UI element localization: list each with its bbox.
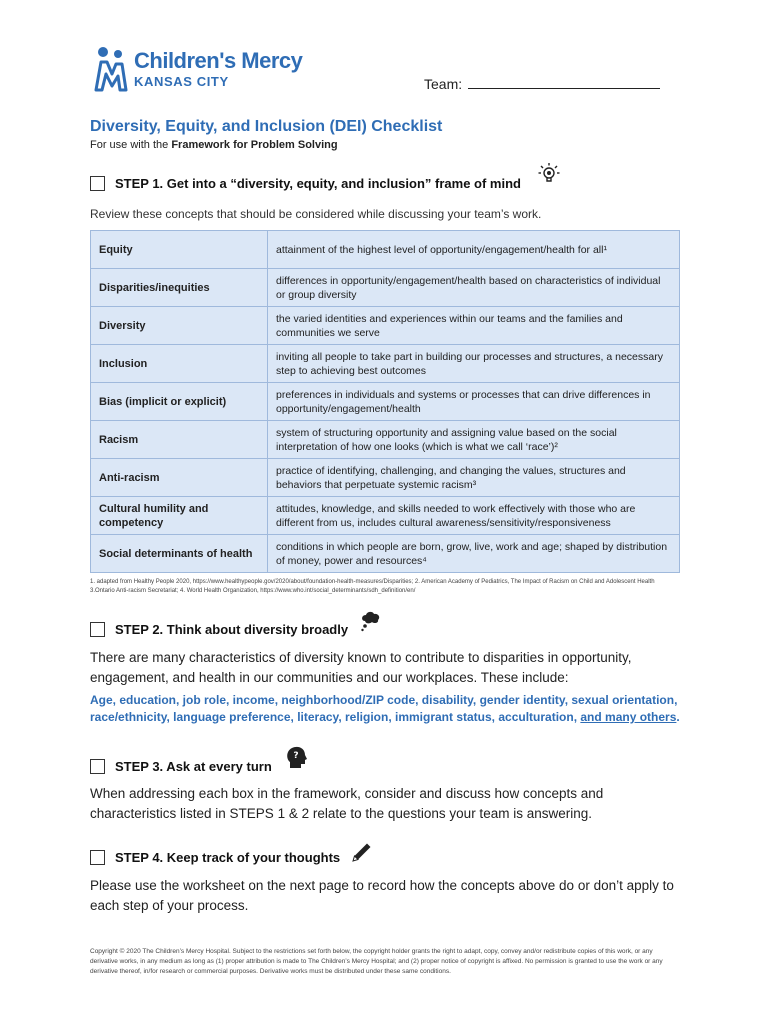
team-field[interactable]	[424, 76, 660, 92]
concept-term: Diversity	[91, 307, 268, 345]
logo	[90, 42, 303, 92]
step-1-intro: Review these concepts that should be considered while discussing your team’s work.	[90, 207, 542, 221]
children-logo-icon	[90, 44, 130, 92]
concept-row	[91, 231, 680, 269]
concept-term: Disparities/inequities	[91, 269, 268, 307]
step-2-heading	[90, 622, 348, 637]
concept-definition: differences in opportunity/engagement/health based on characteristics of individual or group diversity	[268, 269, 680, 307]
concept-row	[91, 383, 680, 421]
concepts-table	[90, 230, 680, 573]
concept-definition: attainment of the highest level of opportunity/engagement/health for all¹	[268, 231, 680, 269]
step-3-label: STEP 3. Ask at every turn	[115, 759, 272, 774]
characteristics-list: Age, education, job role, income, neighborhood/ZIP code, disability, gender identity, sexual orientation, race/ethnicity, language preference, literacy, religion, immigrant status, acculturation,	[90, 693, 678, 724]
concept-term: Inclusion	[91, 345, 268, 383]
concept-term: Social determinants of health	[91, 535, 268, 573]
step-1-heading	[90, 176, 521, 191]
concept-term: Bias (implicit or explicit)	[91, 383, 268, 421]
team-input-line[interactable]	[468, 76, 660, 89]
head-question-icon	[284, 745, 308, 769]
characteristics-period: .	[676, 710, 680, 724]
step-4-label: STEP 4. Keep track of your thoughts	[115, 850, 341, 865]
step-3-text: When addressing each box in the framework, consider and discuss how concepts and characteristics listed in STEPS 1 & 2 relate to the questions your team is answering.	[90, 786, 604, 821]
concept-term: Equity	[91, 231, 268, 269]
step-3-checkbox[interactable]	[90, 759, 105, 774]
page-subtitle	[90, 139, 338, 151]
subtitle-prefix: For use with the	[90, 139, 172, 151]
page-title: Diversity, Equity, and Inclusion (DEI) Checklist	[90, 118, 443, 135]
step-1-label: STEP 1. Get into a “diversity, equity, and inclusion” frame of mind	[115, 176, 521, 191]
concept-definition: conditions in which people are born, grow, live, work and age; shaped by distribution of money, power and resources⁴	[268, 535, 680, 573]
step-1-checkbox[interactable]	[90, 176, 105, 191]
concept-term: Anti-racism	[91, 459, 268, 497]
lightbulb-icon	[537, 162, 561, 186]
concept-row	[91, 421, 680, 459]
step-2-label: STEP 2. Think about diversity broadly	[115, 622, 349, 637]
step-4-checkbox[interactable]	[90, 850, 105, 865]
subtitle-framework: Framework for Problem Solving	[171, 139, 338, 151]
diversity-characteristics	[90, 692, 690, 726]
many-others-link[interactable]: and many others	[580, 710, 677, 724]
footnote: 1. adapted from Healthy People 2020, https://www.healthypeople.gov/2020/about/foundation-health-measures/Disparities; 2. American Academy of Pediatrics, The Impact of Racism on Child and Adolescent Health 3.Ontario Anti-racism Secretariat; 4. World Health Organization, https://www.who.int/social_determinants/sdh_definition/en/	[90, 579, 655, 594]
concept-term: Racism	[91, 421, 268, 459]
concept-row	[91, 307, 680, 345]
brand-name: Children's Mercy	[134, 48, 303, 73]
step-4-text: Please use the worksheet on the next page to record how the concepts above do or don’t apply to each step of your process.	[90, 878, 674, 913]
thought-bubble-icon	[359, 609, 383, 633]
concept-term: Cultural humility and competency	[91, 497, 268, 535]
step-2-text: There are many characteristics of diversity known to contribute to disparities in opportunity, engagement, and health in our communities and our workplaces. These include:	[90, 650, 632, 685]
concept-definition: attitudes, knowledge, and skills needed to work effectively with those who are different from us, includes cultural awareness/sensitivity/responsiveness	[268, 497, 680, 535]
concept-row	[91, 269, 680, 307]
concept-definition: the varied identities and experiences within our teams and the families and communities we serve	[268, 307, 680, 345]
concept-row	[91, 535, 680, 573]
step-4-heading	[90, 850, 340, 865]
concept-definition: inviting all people to take part in building our processes and structures, a necessary step to achieving best outcomes	[268, 345, 680, 383]
concept-definition: practice of identifying, challenging, and changing the values, structures and behaviors that perpetuate systemic racism³	[268, 459, 680, 497]
concept-definition: preferences in individuals and systems or processes that can drive differences in opportunity/engagement/health	[268, 383, 680, 421]
copyright-notice: Copyright © 2020 The Children’s Mercy Hospital. Subject to the restrictions set forth below, the copyright holder grants the right to adapt, copy, convey and/or redistribute copies of this work, or any derivative works, in any medium as long as (1) proper attribution is made to The Children’s Mercy Hospital; and (2) proper notice of copyright is affixed. No permission is granted to use the work or any derivative thereof, in/for research or commercial purposes. Derivative works must be distributed under these same conditions.	[90, 948, 663, 975]
concept-definition: system of structuring opportunity and assigning value based on the social interpretation of how one looks (which is what we call ‘race’)²	[268, 421, 680, 459]
team-label: Team:	[424, 76, 463, 92]
svg-text:?: ?	[293, 751, 299, 761]
step-3-heading	[90, 759, 272, 774]
concept-row	[91, 345, 680, 383]
brand-city: KANSAS CITY	[134, 74, 229, 89]
pencil-icon	[350, 840, 374, 864]
concept-row	[91, 497, 680, 535]
step-2-checkbox[interactable]	[90, 622, 105, 637]
concept-row	[91, 459, 680, 497]
